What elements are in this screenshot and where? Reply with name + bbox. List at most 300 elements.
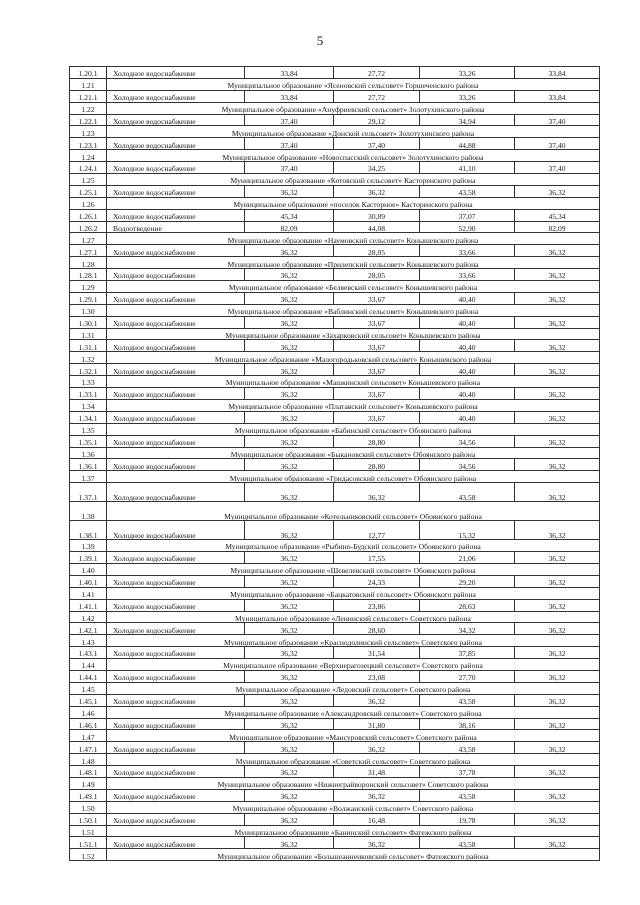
row-number: 1.35	[70, 423, 107, 435]
tariff-table-body	[70, 67, 600, 861]
row-number: 1.21	[70, 78, 107, 90]
tariff-value: 43,58	[420, 694, 515, 706]
tariff-value: 36,32	[245, 670, 334, 682]
row-number: 1.41	[70, 587, 107, 599]
municipality-name: Муниципальное образование «Верхнерагозецкий сельсовет» Советского района	[107, 659, 600, 671]
tariff-value: 36,32	[245, 483, 334, 502]
row-number: 1.23.1	[70, 138, 107, 150]
tariff-value: 37,40	[515, 162, 600, 174]
service-name: Холодное водоснабжение	[107, 813, 245, 825]
service-name: Холодное водоснабжение	[107, 316, 245, 328]
municipality-name: Муниципальное образование «Малогородьковский сельсовет» Конышевского района	[107, 352, 600, 364]
tariff-value: 38,16	[420, 718, 515, 730]
tariff-row	[70, 292, 600, 304]
tariff-row	[70, 742, 600, 754]
municipality-row	[70, 150, 600, 162]
tariff-value: 36,32	[245, 647, 334, 659]
row-number: 1.22.1	[70, 114, 107, 126]
tariff-value: 36,32	[334, 694, 420, 706]
service-name: Холодное водоснабжение	[107, 162, 245, 174]
municipality-row	[70, 801, 600, 813]
tariff-row	[70, 435, 600, 447]
row-number: 1.36.1	[70, 459, 107, 471]
tariff-row	[70, 789, 600, 801]
service-name: Холодное водоснабжение	[107, 269, 245, 281]
service-name: Холодное водоснабжение	[107, 459, 245, 471]
service-name: Холодное водоснабжение	[107, 718, 245, 730]
tariff-value: 33,67	[334, 340, 420, 352]
row-number: 1.42.1	[70, 623, 107, 635]
service-name: Холодное водоснабжение	[107, 789, 245, 801]
tariff-value: 34,94	[420, 114, 515, 126]
service-name: Холодное водоснабжение	[107, 552, 245, 564]
row-number: 1.24.1	[70, 162, 107, 174]
tariff-value: 43,58	[420, 185, 515, 197]
tariff-value: 34,32	[420, 623, 515, 635]
tariff-value: 36,32	[515, 292, 600, 304]
service-name: Холодное водоснабжение	[107, 623, 245, 635]
tariff-row	[70, 599, 600, 611]
tariff-value: 36,32	[245, 789, 334, 801]
tariff-row	[70, 316, 600, 328]
tariff-row	[70, 459, 600, 471]
service-name: Холодное водоснабжение	[107, 292, 245, 304]
row-number: 1.40	[70, 563, 107, 575]
tariff-value: 36,32	[245, 552, 334, 564]
tariff-value: 36,32	[334, 483, 420, 502]
row-number: 1.48.1	[70, 766, 107, 778]
tariff-value: 36,32	[515, 766, 600, 778]
tariff-value: 37,40	[245, 138, 334, 150]
service-name: Холодное водоснабжение	[107, 245, 245, 257]
tariff-value: 33,67	[334, 411, 420, 423]
tariff-value: 40,40	[420, 340, 515, 352]
tariff-value: 36,32	[515, 742, 600, 754]
municipality-name: Муниципальное образование «Рыбино-Будский сельсовет» Обоянского района	[107, 540, 600, 552]
municipality-row	[70, 611, 600, 623]
row-number: 1.32.1	[70, 364, 107, 376]
municipality-row	[70, 635, 600, 647]
municipality-row	[70, 197, 600, 209]
tariff-value: 36,32	[515, 364, 600, 376]
tariff-value: 29,20	[420, 575, 515, 587]
municipality-name: Муниципальное образование «Котовский сельсовет» Касторенского района	[107, 174, 600, 186]
row-number: 1.37	[70, 471, 107, 483]
row-number: 1.44.1	[70, 670, 107, 682]
row-number: 1.50	[70, 801, 107, 813]
row-number: 1.26.2	[70, 221, 107, 233]
row-number: 1.48	[70, 754, 107, 766]
page-number: 5	[316, 33, 324, 48]
tariff-value: 33,67	[334, 364, 420, 376]
municipality-name: Муниципальное образование «Машкинский сельсовет» Конышевского района	[107, 376, 600, 388]
tariff-row	[70, 185, 600, 197]
tariff-value: 36,32	[515, 623, 600, 635]
tariff-row	[70, 269, 600, 281]
row-number: 1.22	[70, 102, 107, 114]
tariff-value: 33,84	[515, 90, 600, 102]
municipality-name: Муниципальное образование «Волжанский сельсовет» Советского района	[107, 801, 600, 813]
row-number: 1.35.1	[70, 435, 107, 447]
tariff-value: 82,09	[245, 221, 334, 233]
municipality-row	[70, 540, 600, 552]
tariff-row	[70, 138, 600, 150]
tariff-value: 40,40	[420, 388, 515, 400]
municipality-name: Муниципальное образование «поселок Касторное» Касторенского района	[107, 197, 600, 209]
row-number: 1.42	[70, 611, 107, 623]
row-number: 1.43	[70, 635, 107, 647]
tariff-value: 37,85	[420, 647, 515, 659]
municipality-row	[70, 754, 600, 766]
tariff-value: 36,32	[245, 599, 334, 611]
row-number: 1.32	[70, 352, 107, 364]
tariff-value: 36,32	[245, 718, 334, 730]
tariff-value: 43,58	[420, 742, 515, 754]
row-number: 1.36	[70, 447, 107, 459]
row-number: 1.30.1	[70, 316, 107, 328]
municipality-row	[70, 447, 600, 459]
tariff-value: 36,32	[515, 411, 600, 423]
row-number: 1.45.1	[70, 694, 107, 706]
municipality-name: Муниципальное образование «Платавский сельсовет» Конышевского района	[107, 399, 600, 411]
row-number: 1.21.1	[70, 90, 107, 102]
municipality-name: Муниципальное образование «Большеанненковский сельсовет» Фатежского района	[107, 849, 600, 861]
tariff-value: 43,58	[420, 789, 515, 801]
municipality-row	[70, 682, 600, 694]
tariff-value: 36,32	[515, 789, 600, 801]
tariff-value: 28,80	[334, 459, 420, 471]
tariff-row	[70, 552, 600, 564]
service-name: Холодное водоснабжение	[107, 388, 245, 400]
tariff-row	[70, 340, 600, 352]
row-number: 1.31.1	[70, 340, 107, 352]
row-number: 1.37.1	[70, 483, 107, 502]
tariff-value: 36,32	[515, 837, 600, 849]
tariff-value: 16,48	[334, 813, 420, 825]
tariff-value: 36,32	[515, 459, 600, 471]
tariff-value: 28,63	[420, 599, 515, 611]
service-name: Холодное водоснабжение	[107, 575, 245, 587]
tariff-value: 33,66	[420, 269, 515, 281]
municipality-row	[70, 352, 600, 364]
municipality-name: Муниципальное образование «Донской сельсовет» Золотухинского района	[107, 126, 600, 138]
row-number: 1.43.1	[70, 647, 107, 659]
tariff-value: 36,32	[515, 552, 600, 564]
tariff-row	[70, 623, 600, 635]
row-number: 1.44	[70, 659, 107, 671]
municipality-row	[70, 78, 600, 90]
tariff-value: 23,86	[334, 599, 420, 611]
tariff-value: 37,40	[515, 114, 600, 126]
tariff-value: 28,80	[334, 435, 420, 447]
tariff-value: 44,08	[334, 221, 420, 233]
service-name: Холодное водоснабжение	[107, 138, 245, 150]
tariff-value: 36,32	[245, 813, 334, 825]
service-name: Холодное водоснабжение	[107, 209, 245, 221]
tariff-row	[70, 670, 600, 682]
tariff-row	[70, 90, 600, 102]
row-number: 1.33	[70, 376, 107, 388]
tariff-value: 82,09	[515, 221, 600, 233]
service-name: Холодное водоснабжение	[107, 766, 245, 778]
tariff-value: 28,05	[334, 245, 420, 257]
row-number: 1.25.1	[70, 185, 107, 197]
row-number: 1.34.1	[70, 411, 107, 423]
municipality-row	[70, 304, 600, 316]
municipality-name: Муниципальное образование «Банинский сельсовет» Фатежского района	[107, 825, 600, 837]
tariff-value: 40,40	[420, 292, 515, 304]
tariff-value: 36,32	[245, 623, 334, 635]
tariff-value: 33,67	[334, 316, 420, 328]
tariff-value: 45,34	[515, 209, 600, 221]
tariff-value: 19,78	[420, 813, 515, 825]
row-number: 1.26.1	[70, 209, 107, 221]
tariff-value: 31,48	[334, 766, 420, 778]
municipality-row	[70, 471, 600, 483]
tariff-value: 28,60	[334, 623, 420, 635]
row-number: 1.38	[70, 502, 107, 521]
row-number: 1.31	[70, 328, 107, 340]
service-name: Холодное водоснабжение	[107, 340, 245, 352]
row-number: 1.38.1	[70, 521, 107, 540]
tariff-row	[70, 114, 600, 126]
service-name: Водоотведение	[107, 221, 245, 233]
municipality-row	[70, 706, 600, 718]
municipality-row	[70, 233, 600, 245]
municipality-name: Муниципальное образование «Нижнеграйворонский сельсовет» Советского района	[107, 777, 600, 789]
row-number: 1.51	[70, 825, 107, 837]
municipality-name: Муниципальное образование «Советский сельсовет» Советского района	[107, 754, 600, 766]
municipality-name: Муниципальное образование «Бабинский сельсовет» Обоянского района	[107, 423, 600, 435]
tariff-value: 30,89	[334, 209, 420, 221]
municipality-name: Муниципальное образование «Беляевский сельсовет» Конышевского района	[107, 281, 600, 293]
tariff-value: 36,32	[245, 292, 334, 304]
tariff-value: 36,32	[245, 340, 334, 352]
row-number: 1.40.1	[70, 575, 107, 587]
tariff-value: 36,32	[245, 575, 334, 587]
tariff-value: 31,80	[334, 718, 420, 730]
municipality-row	[70, 328, 600, 340]
tariff-row	[70, 364, 600, 376]
tariff-value: 33,26	[420, 67, 515, 79]
tariff-value: 40,40	[420, 316, 515, 328]
tariff-value: 36,32	[245, 742, 334, 754]
tariff-value: 36,32	[334, 742, 420, 754]
row-number: 1.24	[70, 150, 107, 162]
tariff-value: 33,67	[334, 388, 420, 400]
tariff-value: 36,32	[245, 766, 334, 778]
tariff-value: 43,58	[420, 837, 515, 849]
tariff-value: 36,32	[515, 670, 600, 682]
municipality-name: Муниципальное образование «Мансуровский сельсовет» Советского района	[107, 730, 600, 742]
tariff-value: 36,32	[515, 718, 600, 730]
tariff-value: 36,32	[245, 521, 334, 540]
municipality-row	[70, 849, 600, 861]
tariff-value: 34,25	[334, 162, 420, 174]
tariff-row	[70, 245, 600, 257]
municipality-row	[70, 502, 600, 521]
municipality-row	[70, 399, 600, 411]
municipality-row	[70, 563, 600, 575]
row-number: 1.49.1	[70, 789, 107, 801]
tariff-row	[70, 388, 600, 400]
row-number: 1.30	[70, 304, 107, 316]
service-name: Холодное водоснабжение	[107, 599, 245, 611]
tariff-value: 36,32	[515, 483, 600, 502]
tariff-value: 36,32	[245, 269, 334, 281]
tariff-value: 36,32	[515, 185, 600, 197]
tariff-value: 37,40	[515, 138, 600, 150]
row-number: 1.41.1	[70, 599, 107, 611]
tariff-value: 27,72	[334, 67, 420, 79]
row-number: 1.39.1	[70, 552, 107, 564]
row-number: 1.29.1	[70, 292, 107, 304]
row-number: 1.27.1	[70, 245, 107, 257]
tariff-row	[70, 209, 600, 221]
municipality-row	[70, 777, 600, 789]
municipality-name: Муниципальное образование «Александровский сельсовет» Советского района	[107, 706, 600, 718]
row-number: 1.47	[70, 730, 107, 742]
tariff-value: 36,32	[245, 364, 334, 376]
row-number: 1.39	[70, 540, 107, 552]
tariff-value: 33,67	[334, 292, 420, 304]
tariff-value: 36,32	[334, 789, 420, 801]
municipality-name: Муниципальное образование «Наумовский сельсовет» Конышевского района	[107, 233, 600, 245]
tariff-value: 36,32	[245, 185, 334, 197]
tariff-value: 36,32	[334, 837, 420, 849]
service-name: Холодное водоснабжение	[107, 114, 245, 126]
municipality-name: Муниципальное образование «Краснодолинский сельсовет» Советского района	[107, 635, 600, 647]
tariff-value: 36,32	[515, 521, 600, 540]
service-name: Холодное водоснабжение	[107, 483, 245, 502]
row-number: 1.33.1	[70, 388, 107, 400]
tariff-value: 43,58	[420, 483, 515, 502]
row-number: 1.46	[70, 706, 107, 718]
tariff-row	[70, 647, 600, 659]
tariff-value: 36,32	[515, 575, 600, 587]
tariff-row	[70, 411, 600, 423]
tariff-value: 40,40	[420, 411, 515, 423]
service-name: Холодное водоснабжение	[107, 742, 245, 754]
tariff-value: 34,56	[420, 435, 515, 447]
row-number: 1.34	[70, 399, 107, 411]
tariff-value: 36,32	[245, 435, 334, 447]
municipality-row	[70, 174, 600, 186]
tariff-value: 27,72	[334, 90, 420, 102]
municipality-name: Муниципальное образование «Ануфриевский сельсовет» Золотухинского района	[107, 102, 600, 114]
service-name: Холодное водоснабжение	[107, 837, 245, 849]
tariff-table	[69, 66, 600, 861]
tariff-value: 33,84	[515, 67, 600, 79]
municipality-name: Муниципальное образование «Бацкатовский сельсовет» Обоянского района	[107, 587, 600, 599]
tariff-value: 21,06	[420, 552, 515, 564]
tariff-value: 29,12	[334, 114, 420, 126]
tariff-value: 36,32	[515, 388, 600, 400]
municipality-row	[70, 423, 600, 435]
tariff-value: 36,32	[515, 694, 600, 706]
tariff-value: 34,56	[420, 459, 515, 471]
tariff-value: 36,32	[245, 316, 334, 328]
tariff-value: 33,84	[245, 90, 334, 102]
row-number: 1.46.1	[70, 718, 107, 730]
tariff-row	[70, 813, 600, 825]
tariff-value: 41,10	[420, 162, 515, 174]
service-name: Холодное водоснабжение	[107, 647, 245, 659]
tariff-value: 36,32	[515, 599, 600, 611]
tariff-row	[70, 521, 600, 540]
tariff-value: 24,33	[334, 575, 420, 587]
municipality-row	[70, 730, 600, 742]
tariff-value: 36,32	[245, 837, 334, 849]
tariff-value: 36,32	[334, 185, 420, 197]
tariff-value: 15,32	[420, 521, 515, 540]
municipality-row	[70, 257, 600, 269]
tariff-value: 33,84	[245, 67, 334, 79]
tariff-value: 36,32	[245, 459, 334, 471]
row-number: 1.52	[70, 849, 107, 861]
tariff-value: 17,55	[334, 552, 420, 564]
row-number: 1.28	[70, 257, 107, 269]
municipality-name: Муниципальное образование «Новоспасский сельсовет» Золотухинского района	[107, 150, 600, 162]
tariff-value: 37,40	[245, 162, 334, 174]
municipality-name: Муниципальное образование «Быкановский сельсовет» Обоянского района	[107, 447, 600, 459]
tariff-value: 37,78	[420, 766, 515, 778]
tariff-value: 45,34	[245, 209, 334, 221]
municipality-name: Муниципальное образование «Ледовский сельсовет» Советского района	[107, 682, 600, 694]
tariff-value: 27,70	[420, 670, 515, 682]
tariff-value: 36,32	[515, 245, 600, 257]
tariff-value: 31,54	[334, 647, 420, 659]
municipality-name: Муниципальное образование «Гридасовский сельсовет» Обоянского района	[107, 471, 600, 483]
tariff-row	[70, 694, 600, 706]
tariff-value: 36,32	[245, 388, 334, 400]
row-number: 1.51.1	[70, 837, 107, 849]
service-name: Холодное водоснабжение	[107, 694, 245, 706]
row-number: 1.49	[70, 777, 107, 789]
row-number: 1.50.1	[70, 813, 107, 825]
tariff-value: 33,26	[420, 90, 515, 102]
tariff-row	[70, 162, 600, 174]
row-number: 1.20.1	[70, 67, 107, 79]
tariff-value: 37,40	[245, 114, 334, 126]
tariff-table-container	[69, 66, 599, 861]
tariff-value: 36,32	[245, 411, 334, 423]
tariff-value: 36,32	[515, 435, 600, 447]
municipality-row	[70, 102, 600, 114]
municipality-name: Муниципальное образование «Ясеновский сельсовет» Горшеченского района	[107, 78, 600, 90]
tariff-value: 37,40	[334, 138, 420, 150]
tariff-value: 36,32	[515, 340, 600, 352]
tariff-value: 36,32	[515, 813, 600, 825]
service-name: Холодное водоснабжение	[107, 521, 245, 540]
municipality-name: Муниципальное образование «Ваблинский сельсовет» Конышевского района	[107, 304, 600, 316]
service-name: Холодное водоснабжение	[107, 90, 245, 102]
service-name: Холодное водоснабжение	[107, 67, 245, 79]
municipality-name: Муниципальное образование «Котельниковский сельсовет» Обоянского района	[107, 502, 600, 521]
tariff-row	[70, 221, 600, 233]
municipality-name: Муниципальное образование «Захарковский сельсовет» Конышевского района	[107, 328, 600, 340]
row-number: 1.23	[70, 126, 107, 138]
municipality-row	[70, 587, 600, 599]
municipality-row	[70, 126, 600, 138]
tariff-value: 12,77	[334, 521, 420, 540]
tariff-value: 36,32	[515, 269, 600, 281]
row-number: 1.27	[70, 233, 107, 245]
row-number: 1.28.1	[70, 269, 107, 281]
service-name: Холодное водоснабжение	[107, 670, 245, 682]
municipality-name: Муниципальное образование «Ленинский сельсовет» Советского района	[107, 611, 600, 623]
row-number: 1.25	[70, 174, 107, 186]
